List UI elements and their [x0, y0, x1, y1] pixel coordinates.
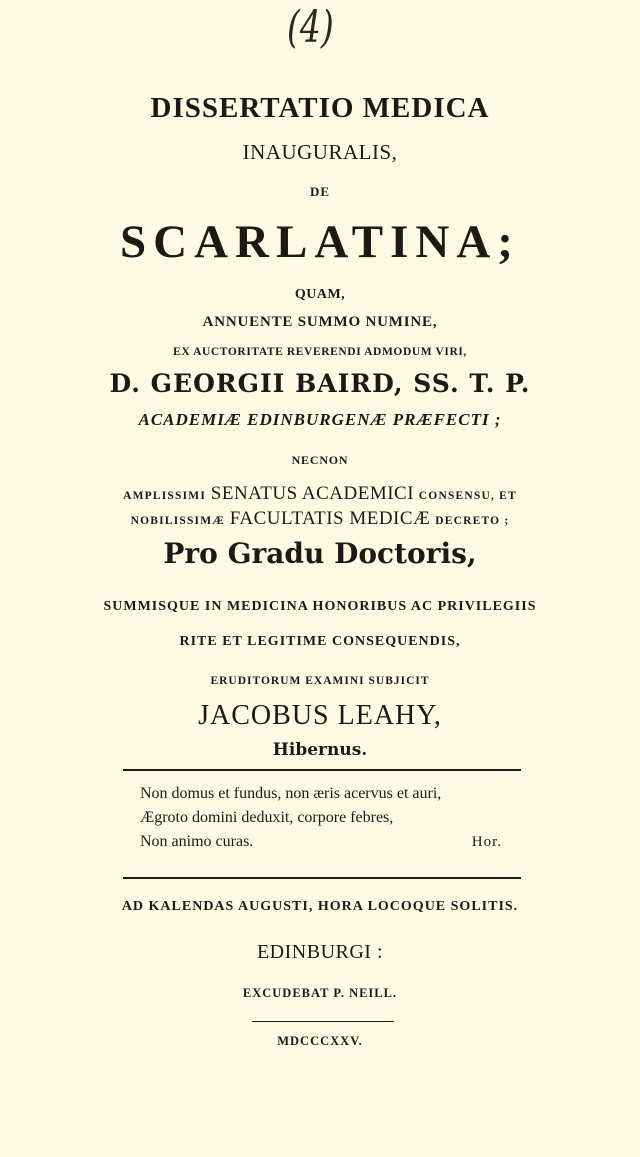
- facultas-name: FACULTATIS MEDICÆ: [229, 508, 431, 529]
- rector-name: D. GEORGII BAIRD, SS. T. P.: [109, 369, 531, 398]
- senatus-prefix: AMPLISSIMI: [123, 490, 207, 502]
- rite-line: RITE ET LEGITIME CONSEQUENDIS,: [179, 634, 461, 649]
- senatus-suffix: CONSENSU, ET: [418, 490, 517, 502]
- eruditorum-line: ERUDITORUM EXAMINI SUBJICIT: [210, 675, 430, 687]
- quam-line: QUAM,: [294, 287, 346, 302]
- epigraph-line-3-text: Non animo curas.: [140, 833, 254, 850]
- senatus-line: [0, 483, 640, 505]
- epigraph-line-1: Non domus et fundus, non æris acervus et auri,: [140, 785, 442, 802]
- dissertation-subject: SCARLATINA;: [120, 216, 520, 268]
- date-line: AD KALENDAS AUGUSTI, HORA LOCOQUE SOLITIS.: [121, 899, 519, 914]
- year-line: MDCCCXXV.: [277, 1034, 363, 1048]
- facultas-line: [0, 508, 640, 530]
- bottom-rule: [123, 877, 521, 879]
- academiae-line: ACADEMIÆ EDINBURGENÆ PRÆFECTI ;: [138, 410, 502, 429]
- printer-line: EXCUDEBAT P. NEILL.: [242, 986, 398, 1000]
- manuscript-mark: (4): [287, 2, 334, 53]
- author-nationality: Hibernus.: [272, 740, 368, 760]
- senatus-name: SENATUS ACADEMICI: [210, 483, 415, 504]
- title-line-2: INAUGURALIS,: [242, 140, 398, 164]
- title-line-3: DE: [309, 184, 331, 199]
- epigraph-line-2: Ægroto domini deduxit, corpore febres,: [140, 809, 394, 826]
- short-rule: [252, 1021, 394, 1022]
- author-name: JACOBUS LEAHY,: [198, 700, 442, 731]
- top-rule: [123, 769, 521, 771]
- pro-gradu-line: Pro Gradu Doctoris,: [163, 537, 477, 570]
- facultas-prefix: NOBILISSIMÆ: [130, 515, 225, 527]
- summisque-line: SUMMISQUE IN MEDICINA HONORIBUS AC PRIVILEGIIS: [103, 599, 537, 614]
- epigraph-attribution: Hor.: [471, 834, 502, 850]
- annuente-line: ANNUENTE SUMMO NUMINE,: [202, 314, 438, 330]
- title-line-1: DISSERTATIO MEDICA: [150, 92, 490, 124]
- auctoritate-line: EX AUCTORITATE REVERENDI ADMODUM VIRI,: [173, 346, 467, 358]
- epigraph-line-3: [140, 830, 502, 854]
- city-line: EDINBURGI :: [256, 941, 384, 963]
- facultas-suffix: DECRETO ;: [435, 515, 510, 527]
- necnon-line: NECNON: [291, 453, 349, 467]
